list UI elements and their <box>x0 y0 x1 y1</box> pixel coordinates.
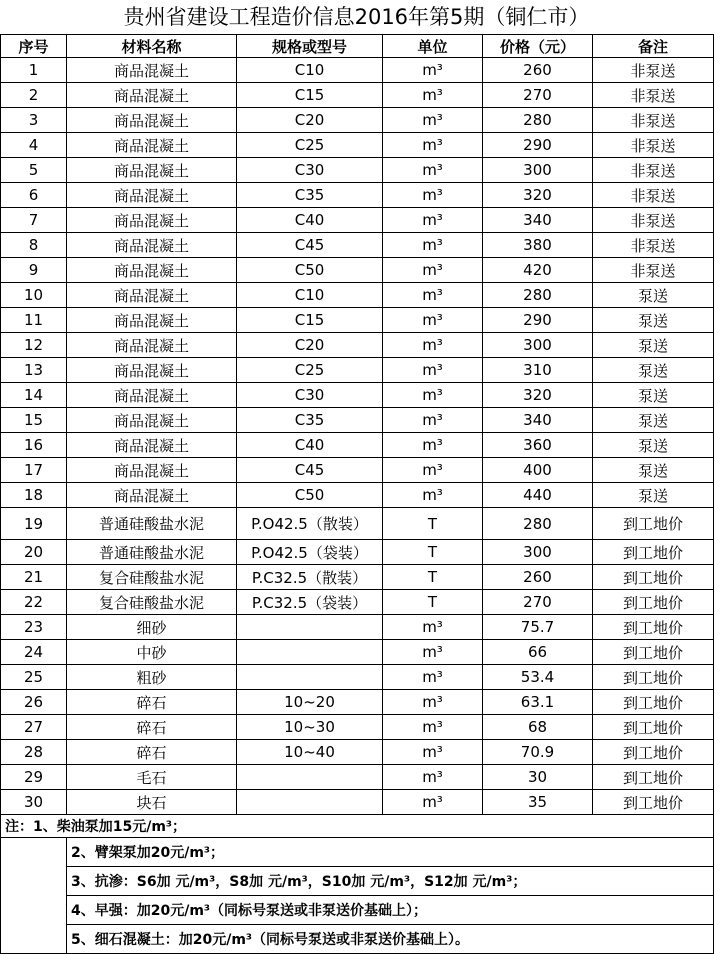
cell-index: 13 <box>1 358 67 383</box>
cell-price: 63.1 <box>483 690 593 715</box>
cell-spec: C40 <box>237 433 383 458</box>
cell-index: 27 <box>1 715 67 740</box>
cell-remark: 到工地价 <box>593 715 714 740</box>
col-header-index: 序号 <box>1 35 67 58</box>
cell-price: 380 <box>483 233 593 258</box>
note-lead: 注：1、柴油泵加15元/m³； <box>1 815 714 838</box>
cell-index: 18 <box>1 483 67 508</box>
cell-spec: C15 <box>237 308 383 333</box>
cell-index: 9 <box>1 258 67 283</box>
table-row <box>1 458 714 483</box>
cell-unit: T <box>383 565 483 590</box>
cell-price: 340 <box>483 208 593 233</box>
cell-remark: 到工地价 <box>593 508 714 540</box>
cell-remark: 非泵送 <box>593 133 714 158</box>
cell-unit: T <box>383 540 483 565</box>
cell-price: 320 <box>483 183 593 208</box>
cell-material: 商品混凝土 <box>67 108 237 133</box>
table-row <box>1 233 714 258</box>
cell-material: 块石 <box>67 790 237 815</box>
table-row <box>1 308 714 333</box>
cell-unit: m³ <box>383 108 483 133</box>
cell-unit: m³ <box>383 208 483 233</box>
cell-material: 碎石 <box>67 690 237 715</box>
note-indent <box>1 838 67 954</box>
cell-material: 商品混凝土 <box>67 58 237 83</box>
cell-index: 4 <box>1 133 67 158</box>
cell-remark: 泵送 <box>593 433 714 458</box>
cell-price: 270 <box>483 590 593 615</box>
cell-index: 19 <box>1 508 67 540</box>
cell-spec: C45 <box>237 233 383 258</box>
cell-price: 260 <box>483 565 593 590</box>
cell-spec <box>237 640 383 665</box>
cell-index: 26 <box>1 690 67 715</box>
table-row <box>1 133 714 158</box>
cell-unit: m³ <box>383 765 483 790</box>
cell-material: 商品混凝土 <box>67 433 237 458</box>
cell-material: 商品混凝土 <box>67 283 237 308</box>
cell-remark: 到工地价 <box>593 740 714 765</box>
cell-remark: 到工地价 <box>593 540 714 565</box>
cell-spec: C25 <box>237 133 383 158</box>
col-header-material: 材料名称 <box>67 35 237 58</box>
cell-index: 6 <box>1 183 67 208</box>
cell-material: 商品混凝土 <box>67 258 237 283</box>
cell-spec <box>237 615 383 640</box>
table-row <box>1 540 714 565</box>
cell-price: 66 <box>483 640 593 665</box>
cell-unit: m³ <box>383 715 483 740</box>
cell-unit: m³ <box>383 408 483 433</box>
cell-spec: C10 <box>237 58 383 83</box>
cell-unit: m³ <box>383 690 483 715</box>
cell-material: 商品混凝土 <box>67 483 237 508</box>
cell-index: 10 <box>1 283 67 308</box>
price-table <box>0 34 714 954</box>
cell-material: 毛石 <box>67 765 237 790</box>
cell-material: 细砂 <box>67 615 237 640</box>
cell-spec: C30 <box>237 158 383 183</box>
cell-index: 20 <box>1 540 67 565</box>
cell-spec: P.C32.5（袋装） <box>237 590 383 615</box>
cell-price: 300 <box>483 158 593 183</box>
cell-material: 商品混凝土 <box>67 458 237 483</box>
cell-index: 30 <box>1 790 67 815</box>
table-row <box>1 790 714 815</box>
table-row <box>1 333 714 358</box>
cell-material: 商品混凝土 <box>67 383 237 408</box>
cell-remark: 泵送 <box>593 333 714 358</box>
cell-price: 360 <box>483 433 593 458</box>
table-row <box>1 590 714 615</box>
cell-unit: m³ <box>383 183 483 208</box>
table-row <box>1 408 714 433</box>
cell-material: 中砂 <box>67 640 237 665</box>
cell-spec: C25 <box>237 358 383 383</box>
cell-spec: C45 <box>237 458 383 483</box>
table-row <box>1 433 714 458</box>
cell-spec: C35 <box>237 183 383 208</box>
cell-index: 7 <box>1 208 67 233</box>
cell-price: 75.7 <box>483 615 593 640</box>
cell-index: 28 <box>1 740 67 765</box>
note-row <box>1 896 714 925</box>
cell-price: 280 <box>483 283 593 308</box>
col-header-price: 价格（元） <box>483 35 593 58</box>
table-row <box>1 640 714 665</box>
table-row <box>1 183 714 208</box>
cell-price: 53.4 <box>483 665 593 690</box>
cell-unit: m³ <box>383 640 483 665</box>
cell-index: 12 <box>1 333 67 358</box>
cell-unit: m³ <box>383 383 483 408</box>
cell-unit: m³ <box>383 158 483 183</box>
cell-remark: 泵送 <box>593 383 714 408</box>
cell-spec: C40 <box>237 208 383 233</box>
cell-material: 商品混凝土 <box>67 358 237 383</box>
table-row <box>1 715 714 740</box>
cell-material: 商品混凝土 <box>67 83 237 108</box>
cell-remark: 泵送 <box>593 283 714 308</box>
cell-price: 310 <box>483 358 593 383</box>
cell-unit: m³ <box>383 665 483 690</box>
note-row <box>1 867 714 896</box>
cell-unit: m³ <box>383 483 483 508</box>
cell-unit: m³ <box>383 433 483 458</box>
col-header-unit: 单位 <box>383 35 483 58</box>
cell-remark: 到工地价 <box>593 640 714 665</box>
cell-material: 商品混凝土 <box>67 158 237 183</box>
cell-spec: C35 <box>237 408 383 433</box>
cell-index: 1 <box>1 58 67 83</box>
table-row <box>1 483 714 508</box>
cell-price: 290 <box>483 133 593 158</box>
cell-price: 440 <box>483 483 593 508</box>
cell-index: 17 <box>1 458 67 483</box>
cell-price: 400 <box>483 458 593 483</box>
note-row <box>1 925 714 954</box>
cell-index: 22 <box>1 590 67 615</box>
cell-remark: 非泵送 <box>593 108 714 133</box>
cell-remark: 到工地价 <box>593 565 714 590</box>
cell-spec: 10~40 <box>237 740 383 765</box>
cell-spec: C15 <box>237 83 383 108</box>
cell-material: 复合硅酸盐水泥 <box>67 565 237 590</box>
cell-unit: m³ <box>383 283 483 308</box>
cell-price: 270 <box>483 83 593 108</box>
table-row <box>1 615 714 640</box>
cell-spec: 10~30 <box>237 715 383 740</box>
cell-price: 300 <box>483 540 593 565</box>
cell-index: 16 <box>1 433 67 458</box>
cell-unit: m³ <box>383 790 483 815</box>
cell-remark: 到工地价 <box>593 665 714 690</box>
cell-material: 商品混凝土 <box>67 133 237 158</box>
cell-remark: 非泵送 <box>593 208 714 233</box>
cell-index: 3 <box>1 108 67 133</box>
cell-price: 280 <box>483 108 593 133</box>
note-item: 3、抗渗：S6加 元/m³，S8加 元/m³，S10加 元/m³，S12加 元/m³； <box>67 867 714 896</box>
cell-unit: m³ <box>383 358 483 383</box>
cell-unit: T <box>383 590 483 615</box>
cell-material: 碎石 <box>67 715 237 740</box>
cell-unit: m³ <box>383 83 483 108</box>
cell-remark: 到工地价 <box>593 690 714 715</box>
cell-price: 260 <box>483 58 593 83</box>
cell-material: 商品混凝土 <box>67 308 237 333</box>
cell-index: 14 <box>1 383 67 408</box>
table-row <box>1 740 714 765</box>
table-row <box>1 258 714 283</box>
cell-price: 68 <box>483 715 593 740</box>
cell-material: 粗砂 <box>67 665 237 690</box>
cell-remark: 非泵送 <box>593 183 714 208</box>
cell-spec: C50 <box>237 258 383 283</box>
cell-remark: 泵送 <box>593 458 714 483</box>
cell-spec <box>237 665 383 690</box>
note-row <box>1 815 714 838</box>
cell-index: 8 <box>1 233 67 258</box>
cell-material: 商品混凝土 <box>67 183 237 208</box>
cell-index: 15 <box>1 408 67 433</box>
cell-spec: 10~20 <box>237 690 383 715</box>
col-header-spec: 规格或型号 <box>237 35 383 58</box>
cell-remark: 到工地价 <box>593 790 714 815</box>
table-row <box>1 358 714 383</box>
cell-remark: 到工地价 <box>593 615 714 640</box>
cell-index: 21 <box>1 565 67 590</box>
cell-spec <box>237 765 383 790</box>
cell-index: 11 <box>1 308 67 333</box>
cell-price: 320 <box>483 383 593 408</box>
cell-unit: m³ <box>383 615 483 640</box>
cell-remark: 泵送 <box>593 408 714 433</box>
cell-unit: m³ <box>383 258 483 283</box>
page-title: 贵州省建设工程造价信息2016年第5期（铜仁市） <box>123 5 590 29</box>
cell-material: 普通硅酸盐水泥 <box>67 540 237 565</box>
cell-remark: 非泵送 <box>593 233 714 258</box>
cell-material: 商品混凝土 <box>67 208 237 233</box>
cell-price: 300 <box>483 333 593 358</box>
cell-remark: 泵送 <box>593 358 714 383</box>
cell-remark: 泵送 <box>593 483 714 508</box>
cell-price: 70.9 <box>483 740 593 765</box>
cell-material: 碎石 <box>67 740 237 765</box>
cell-unit: T <box>383 508 483 540</box>
cell-unit: m³ <box>383 458 483 483</box>
cell-material: 商品混凝土 <box>67 233 237 258</box>
cell-material: 商品混凝土 <box>67 333 237 358</box>
cell-remark: 非泵送 <box>593 83 714 108</box>
table-row <box>1 58 714 83</box>
cell-index: 25 <box>1 665 67 690</box>
cell-spec: C20 <box>237 108 383 133</box>
cell-spec: C30 <box>237 383 383 408</box>
note-row <box>1 838 714 867</box>
cell-remark: 非泵送 <box>593 58 714 83</box>
cell-spec: C20 <box>237 333 383 358</box>
table-row <box>1 565 714 590</box>
cell-unit: m³ <box>383 333 483 358</box>
table-body <box>1 58 714 815</box>
cell-material: 商品混凝土 <box>67 408 237 433</box>
cell-unit: m³ <box>383 308 483 333</box>
note-item: 5、细石混凝土：加20元/m³（同标号泵送或非泵送价基础上）。 <box>67 925 714 954</box>
cell-unit: m³ <box>383 133 483 158</box>
table-row <box>1 283 714 308</box>
table-row <box>1 508 714 540</box>
cell-price: 35 <box>483 790 593 815</box>
cell-unit: m³ <box>383 233 483 258</box>
cell-remark: 到工地价 <box>593 590 714 615</box>
cell-index: 5 <box>1 158 67 183</box>
notes <box>1 815 714 954</box>
cell-remark: 到工地价 <box>593 765 714 790</box>
cell-spec <box>237 790 383 815</box>
cell-price: 290 <box>483 308 593 333</box>
header-row <box>1 35 714 58</box>
cell-remark: 泵送 <box>593 308 714 333</box>
table-row <box>1 158 714 183</box>
cell-index: 23 <box>1 615 67 640</box>
col-header-remark: 备注 <box>593 35 714 58</box>
table-row <box>1 765 714 790</box>
cell-spec: C50 <box>237 483 383 508</box>
cell-remark: 非泵送 <box>593 258 714 283</box>
cell-price: 340 <box>483 408 593 433</box>
cell-remark: 非泵送 <box>593 158 714 183</box>
cell-index: 29 <box>1 765 67 790</box>
table-row <box>1 665 714 690</box>
cell-index: 2 <box>1 83 67 108</box>
cell-price: 420 <box>483 258 593 283</box>
cell-unit: m³ <box>383 58 483 83</box>
note-item: 2、臂架泵加20元/m³； <box>67 838 714 867</box>
table-row <box>1 690 714 715</box>
table-row <box>1 208 714 233</box>
cell-spec: P.O42.5（袋装） <box>237 540 383 565</box>
cell-spec: P.O42.5（散装） <box>237 508 383 540</box>
table-row <box>1 83 714 108</box>
cell-price: 30 <box>483 765 593 790</box>
cell-material: 普通硅酸盐水泥 <box>67 508 237 540</box>
table-row <box>1 108 714 133</box>
cell-spec: C10 <box>237 283 383 308</box>
cell-spec: P.C32.5（散装） <box>237 565 383 590</box>
cell-unit: m³ <box>383 740 483 765</box>
cell-index: 24 <box>1 640 67 665</box>
cell-price: 280 <box>483 508 593 540</box>
table-row <box>1 383 714 408</box>
note-item: 4、早强：加20元/m³（同标号泵送或非泵送价基础上）； <box>67 896 714 925</box>
cell-material: 复合硅酸盐水泥 <box>67 590 237 615</box>
